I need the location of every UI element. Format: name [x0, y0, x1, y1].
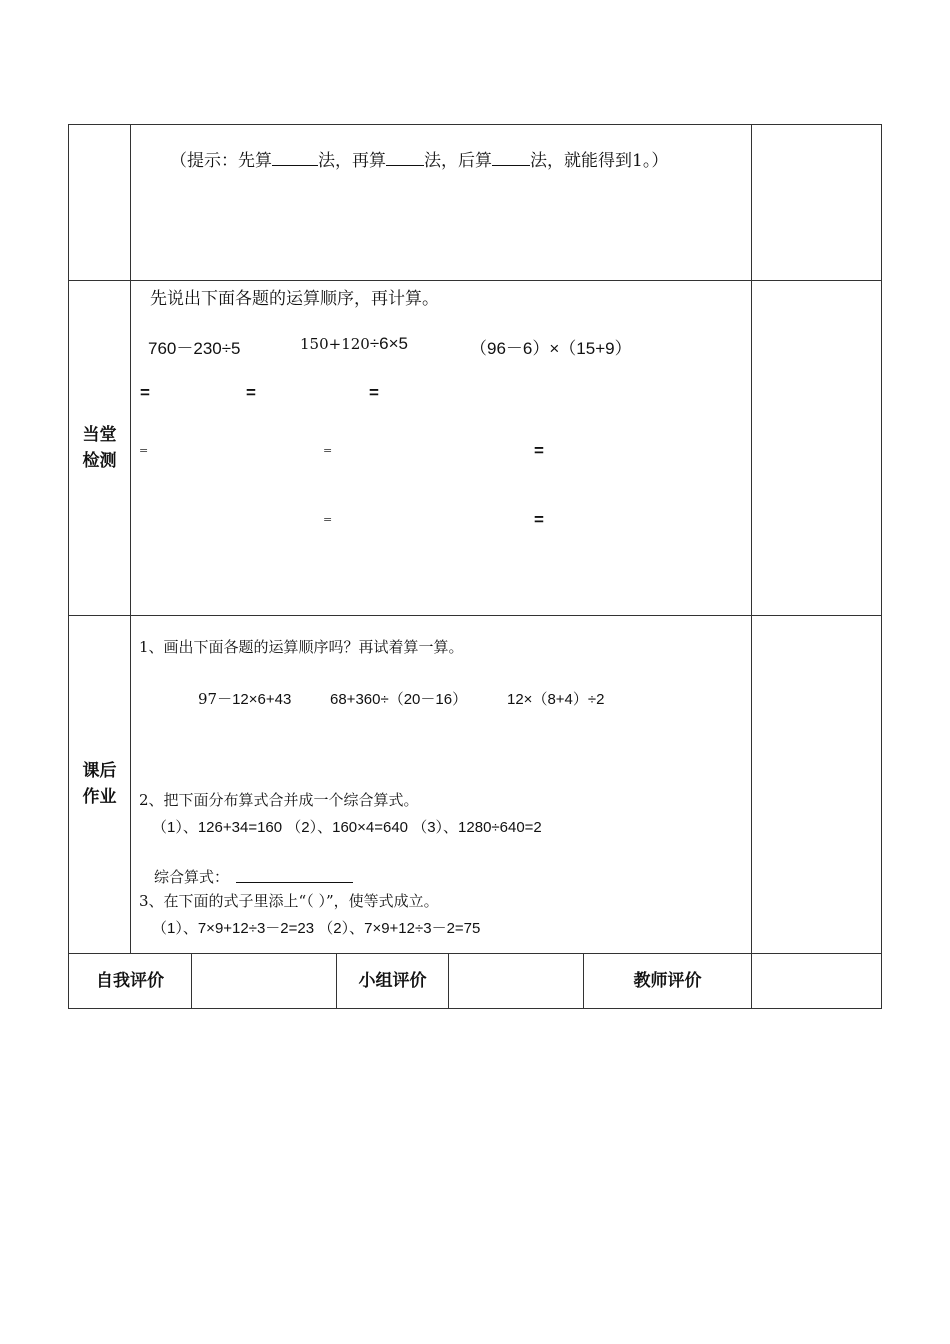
- section-label-homework: [69, 758, 130, 810]
- equals-sign: =: [246, 383, 256, 402]
- answer-blank[interactable]: [386, 151, 424, 166]
- homework-question-3: 3、在下面的式子里添上“（ ）”，使等式成立。: [139, 892, 439, 910]
- table-border-top: [68, 124, 882, 125]
- expr-part: 150+120: [300, 335, 370, 353]
- teacher-evaluation-label: 教师评价: [633, 971, 702, 991]
- column-divider: [130, 124, 131, 953]
- hint-text: [170, 146, 668, 171]
- homework-expression-1: [198, 688, 291, 709]
- equals-sign: =: [323, 513, 333, 526]
- table-border-right: [881, 124, 882, 1009]
- label-line: 作业: [82, 787, 117, 807]
- table-border-bottom: [68, 1008, 882, 1009]
- homework-expression-2: 68+360÷（20－16）: [330, 691, 468, 708]
- row-divider: [68, 615, 882, 616]
- equals-sign: =: [323, 444, 333, 457]
- check-instruction: 先说出下面各题的运算顺序，再计算。: [150, 289, 439, 309]
- homework-question-2: 2、把下面分布算式合并成一个综合算式。: [139, 791, 419, 809]
- expr-part: 97－: [198, 690, 233, 708]
- equals-sign: =: [534, 441, 544, 460]
- answer-blank[interactable]: [492, 151, 530, 166]
- equals-sign: =: [139, 444, 149, 457]
- homework-question-2-items: （1）、126+34=160 （2）、160×4=640 （3）、1280÷640=2: [152, 819, 542, 836]
- self-evaluation-label: 自我评价: [96, 971, 164, 991]
- section-label-check: [69, 422, 130, 474]
- expr-part: ÷6×5: [369, 334, 409, 353]
- combined-formula-label: 综合算式：: [154, 868, 230, 886]
- combined-formula-blank[interactable]: [236, 867, 353, 883]
- homework-expression-3: 12×（8+4）÷2: [507, 691, 605, 708]
- eval-divider: [191, 953, 192, 1008]
- row-divider: [68, 280, 882, 281]
- homework-question-1: 1、画出下面各题的运算顺序吗？再试着算一算。: [139, 638, 464, 656]
- label-line: 检测: [82, 451, 117, 471]
- equals-sign: =: [140, 383, 150, 402]
- label-line: 当堂: [82, 425, 117, 445]
- hint-part: （提示：先算: [170, 151, 272, 171]
- hint-part: 法，后算: [424, 151, 492, 171]
- hint-part: 法，就能得到1。）: [530, 151, 669, 171]
- check-expression-1: 760－230÷5: [148, 339, 241, 358]
- label-line: 课后: [82, 761, 117, 781]
- equals-sign: =: [369, 383, 379, 402]
- answer-blank[interactable]: [272, 151, 318, 166]
- check-expression-3: （96－6）×（15+9）: [470, 339, 632, 358]
- group-evaluation-label: 小组评价: [358, 971, 427, 991]
- expr-part: 12×6+43: [232, 691, 292, 708]
- hint-part: 法，再算: [318, 151, 386, 171]
- homework-question-3-items: （1）、7×9+12÷3－2=23 （2）、7×9+12÷3－2=75: [152, 920, 481, 937]
- column-divider: [751, 124, 752, 1009]
- eval-divider: [448, 953, 449, 1008]
- check-expression-2: [300, 334, 408, 354]
- table-border-left: [68, 124, 69, 1009]
- equals-sign: =: [534, 510, 544, 529]
